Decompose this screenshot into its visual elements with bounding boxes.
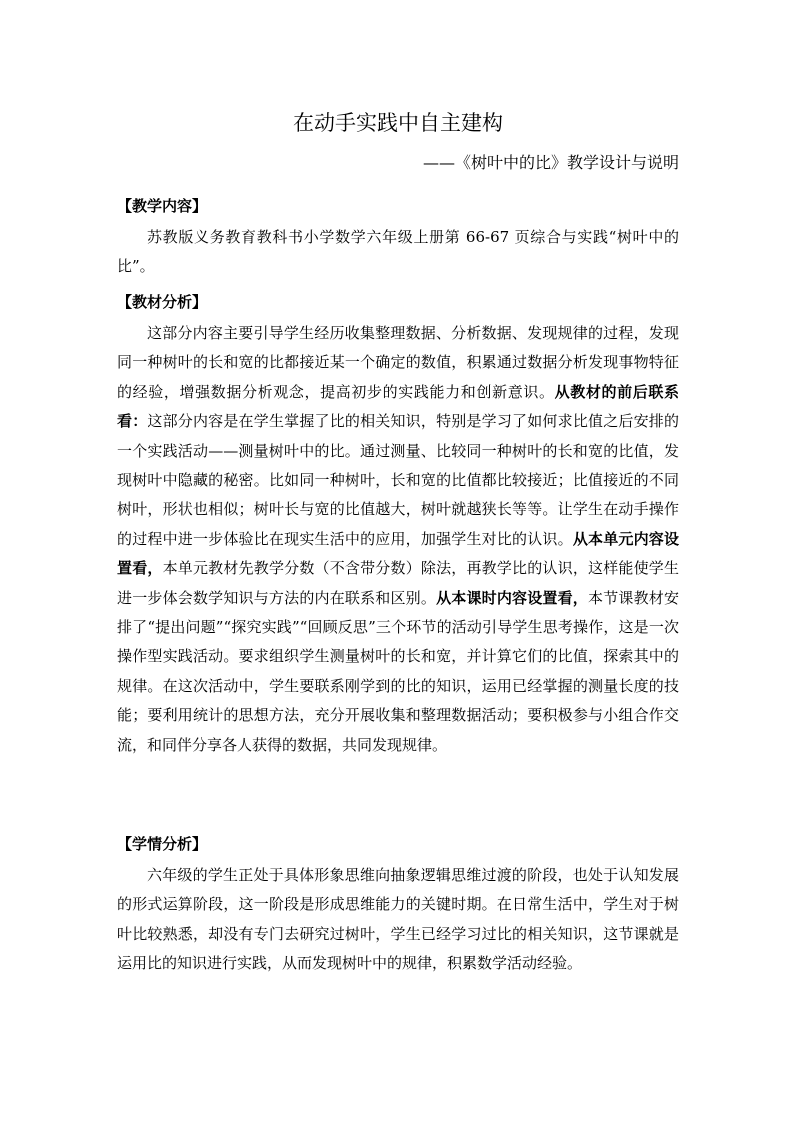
bold-phrase: 从教材的前后联系看：	[117, 382, 679, 431]
document-subtitle: ——《树叶中的比》教学设计与说明	[422, 153, 679, 172]
bold-phrase: 从本单元内容设置看，	[117, 529, 679, 578]
document-title: 在动手实践中自主建构	[293, 111, 503, 135]
section-textbook-analysis	[117, 288, 679, 760]
section-heading: 【教学内容】	[117, 197, 208, 215]
paragraph-text: 本节课教材安排了“提出问题”“探究实践”“回顾反思”三个环节的活动引导学生思考操作，这是一次操作型实践活动。要求组织学生测量树叶的长和宽，并计算它们的比值，探索其中的规律。在这次活动中，学生要联系刚学到的比的知识，运用已经掌握的测量长度的技能；要利用统计的思想方法，充分开展收集和整理数据活动；要积极参与小组合作交流，和同伴分享各人获得的数据，共同发现规律。	[117, 588, 679, 754]
section-paragraph: 六年级的学生正处于具体形象思维向抽象逻辑思维过渡的阶段，也处于认知发展的形式运算阶段，这一阶段是形成思维能力的关键时期。在日常生活中，学生对于树叶比较熟悉，却没有专门去研究过树叶，学生已经学习过比的相关知识，这节课就是运用比的知识进行实践，从而发现树叶中的规律，积累数学活动经验。	[117, 866, 679, 973]
paragraph-text: 这部分内容主要引导学生经历收集整理数据、分析数据、发现规律的过程，发现同一种树叶的长和宽的比都接近某一个确定的数值，积累通过数据分析发现事物特征的经验，增强数据分析观念，提高初步的实践能力和创新意识。	[117, 324, 679, 401]
paragraph-text: 这部分内容是在学生掌握了比的相关知识，特别是学习了如何求比值之后安排的一个实践活动——测量树叶中的比。通过测量、比较同一种树叶的长和宽的比值，发现树叶中隐藏的秘密。比如同一种树叶，长和宽的比值都比较接近；比值接近的不同树叶，形状也相似；树叶长与宽的比值越大，树叶就越狭长等等。让学生在动手操作的过程中进一步体验比在现实生活中的应用，加强学生对比的认识。	[117, 412, 679, 548]
bold-phrase: 从本课时内容设置看，	[436, 588, 588, 607]
section-heading: 【学情分析】	[117, 835, 208, 853]
section-paragraph	[117, 319, 679, 760]
section-heading: 【教材分析】	[117, 293, 208, 311]
paragraph-text: 本单元教材先教学分数（不含带分数）除法，再教学比的认识，这样能使学生进一步体会数学知识与方法的内在联系和区别。	[117, 559, 679, 607]
section-paragraph: 苏教版义务教育教科书小学数学六年级上册第 66-67 页综合与实践“树叶中的比”。	[117, 228, 679, 276]
section-student-analysis	[117, 830, 679, 979]
section-teaching-content	[117, 192, 679, 282]
